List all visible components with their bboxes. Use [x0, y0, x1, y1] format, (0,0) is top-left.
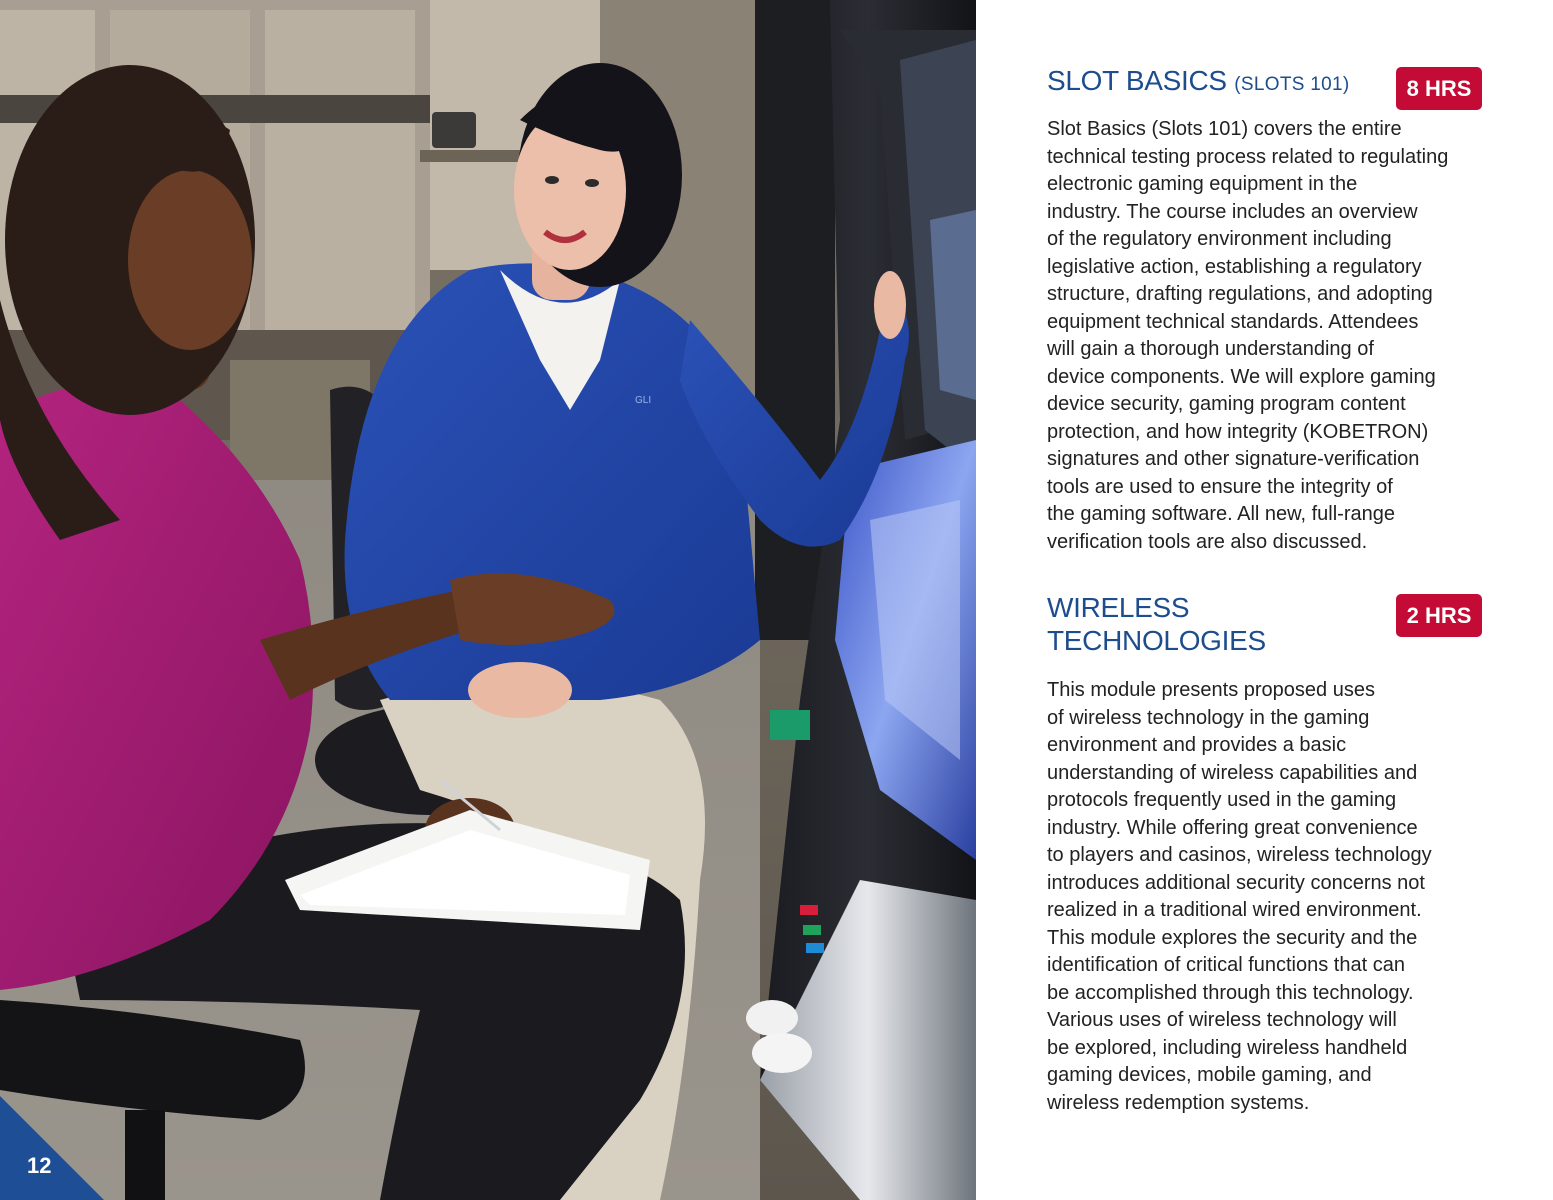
course-title-sub: (SLOTS 101) [1234, 74, 1350, 95]
course-section-slot-basics [1047, 62, 1487, 556]
description-line: equipment technical standards. Attendees [1047, 310, 1419, 333]
description-line: be explored, including wireless handheld [1047, 1036, 1408, 1059]
description-line: This module explores the security and the [1047, 926, 1418, 949]
description-line: to players and casinos, wireless technology [1047, 844, 1432, 866]
description-line: device security, gaming program content [1047, 393, 1406, 415]
course-title-line-1: WIRELESS [1047, 592, 1190, 623]
course-title [1047, 64, 1377, 101]
description-line: technical testing process related to regulating [1047, 145, 1449, 168]
description-line: environment and provides a basic [1047, 734, 1347, 756]
course-title-main: SLOT BASICS [1047, 65, 1227, 96]
description-line: of wireless technology in the gaming [1047, 706, 1370, 729]
course-title-line-2: TECHNOLOGIES [1047, 625, 1266, 656]
hours-badge: 2 HRS [1396, 594, 1482, 637]
description-line: industry. The course includes an overview [1047, 200, 1418, 223]
course-description [1047, 116, 1487, 556]
description-line: wireless redemption systems. [1047, 1091, 1310, 1114]
course-title [1047, 591, 1377, 657]
description-line: the gaming software. All new, full-range [1047, 503, 1395, 525]
description-line: introduces additional security concerns not [1047, 871, 1425, 894]
description-line: of the regulatory environment including [1047, 228, 1392, 250]
description-line: will gain a thorough understanding of [1047, 338, 1374, 360]
description-line: electronic gaming equipment in the [1047, 173, 1358, 195]
description-line: This module presents proposed uses [1047, 679, 1375, 701]
description-line: device components. We will explore gaming [1047, 365, 1436, 388]
course-header [1047, 62, 1487, 116]
description-line: legislative action, establishing a regulatory [1047, 255, 1422, 278]
hours-badge: 8 HRS [1396, 67, 1482, 110]
description-line: Various uses of wireless technology will [1047, 1009, 1397, 1031]
description-line: Slot Basics (Slots 101) covers the entire [1047, 118, 1402, 140]
description-line: protocols frequently used in the gaming [1047, 789, 1397, 811]
description-line: structure, drafting regulations, and adopting [1047, 283, 1433, 305]
shirt-logo: GLI [635, 395, 652, 406]
description-line: signatures and other signature-verification [1047, 448, 1420, 470]
description-line: gaming devices, mobile gaming, and [1047, 1064, 1372, 1086]
description-line: protection, and how integrity (KOBETRON) [1047, 420, 1429, 443]
description-line: understanding of wireless capabilities and [1047, 761, 1418, 784]
course-section-wireless-technologies [1047, 589, 1487, 1117]
page-corner-triangle [0, 1096, 104, 1200]
description-line: realized in a traditional wired environment. [1047, 899, 1422, 921]
description-line: identification of critical functions that can [1047, 954, 1405, 976]
description-line: be accomplished through this technology. [1047, 981, 1414, 1004]
page-number: 12 [27, 1153, 52, 1178]
description-line: tools are used to ensure the integrity of [1047, 475, 1393, 498]
description-line: verification tools are also discussed. [1047, 530, 1368, 553]
course-description [1047, 677, 1487, 1117]
course-header [1047, 589, 1487, 677]
description-line: industry. While offering great convenience [1047, 816, 1418, 839]
